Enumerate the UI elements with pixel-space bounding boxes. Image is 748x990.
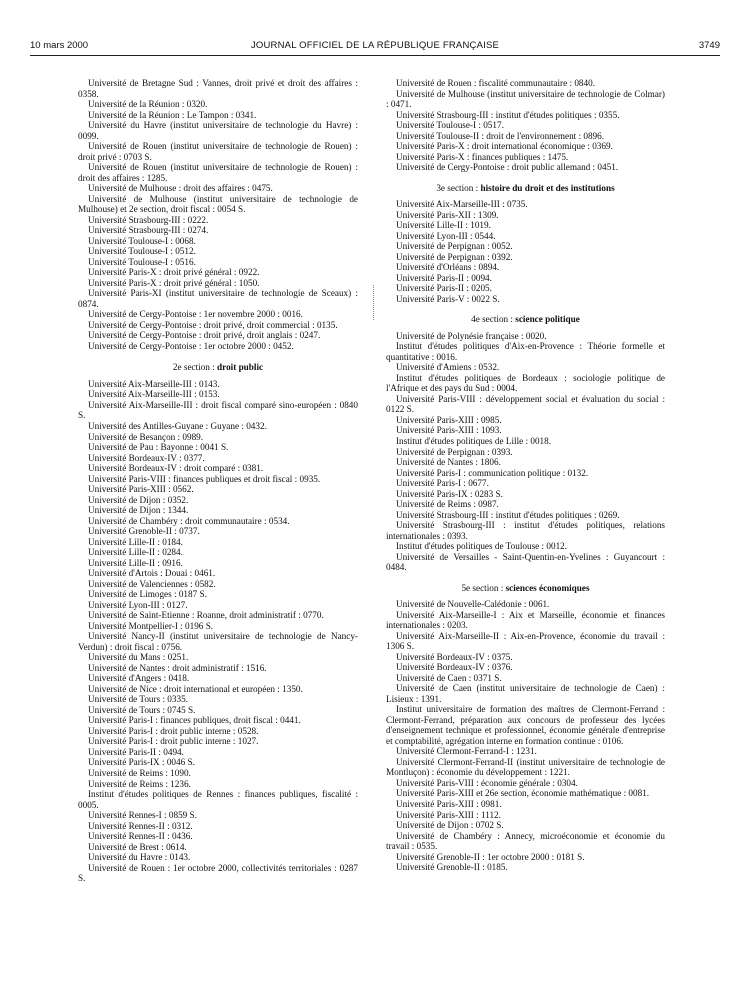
right-column — [386, 78, 665, 873]
list-item: Université du Mans : 0251. — [88, 652, 189, 663]
list-item: Université Toulouse-I : 0068. — [88, 235, 196, 246]
list-item: Université d'Orléans : 0894. — [396, 262, 500, 273]
list-item: Institut d'études politiques d'Aix-en-Provence : Théorie formelle et quantitative : 0016. — [386, 341, 665, 362]
page-header — [30, 40, 720, 54]
list-item: Institut d'études politiques de Rennes : finances publiques, fiscalité : 0005. — [78, 789, 358, 810]
section-title: sciences économiques — [505, 582, 590, 593]
list-item: Université de Tours : 0335. — [88, 694, 188, 705]
list-item: Université Rennes-II : 0436. — [88, 831, 193, 842]
list-item: Université du Havre (institut universitaire de technologie du Havre) : 0099. — [78, 120, 358, 141]
issue-date: 10 mars 2000 — [30, 40, 89, 51]
list-item: Université de Caen (institut universitaire de technologie de Caen) : Lisieux : 1391. — [386, 683, 665, 704]
list-item: Université Lyon-III : 0544. — [396, 230, 496, 241]
list-item: Université Bordeaux-IV : droit comparé : 0381. — [88, 463, 264, 474]
list-item: Université Paris-IX : 0046 S. — [88, 757, 195, 768]
list-item: Université de Cergy-Pontoise : 1er octobre 2000 : 0452. — [88, 340, 294, 351]
list-item: Université Rennes-I : 0859 S. — [88, 810, 197, 821]
list-item: Institut d'études politiques de Bordeaux : sociologie politique de l'Afrique et des pays du Sud : 0004. — [386, 372, 665, 394]
list-item: Université de Saint-Etienne : Roanne, droit administratif : 0770. — [88, 610, 324, 621]
list-item: Université de Rouen (institut universitaire de technologie de Rouen) : droit des affaires : 1285. — [78, 162, 358, 183]
list-item: Université Bordeaux-IV : 0375. — [396, 651, 513, 662]
list-item: Université Aix-Marseille-III : 0153. — [88, 389, 220, 400]
list-item: Université Clermont-Ferrand-II (institut universitaire de technologie de Montluçon) : économie du développement : 1221. — [386, 756, 665, 778]
list-item: Université de Tours : 0745 S. — [88, 704, 196, 715]
list-item: Université Rennes-II : 0312. — [88, 820, 193, 831]
list-item: Université de Dijon : 1344. — [88, 505, 189, 516]
list-item: Université de Perpignan : 0392. — [396, 251, 513, 262]
list-item: Université de Valenciennes : 0582. — [88, 578, 216, 589]
list-item: Université Aix-Marseille-III : droit fiscal comparé sino-européen : 0840 S. — [78, 399, 358, 421]
list-item: Université de Cergy-Pontoise : 1er novembre 2000 : 0016. — [88, 309, 303, 320]
list-item: Université de Bretagne Sud : Vannes, droit privé et droit des affaires : 0358. — [78, 78, 358, 99]
list-item: Université Bordeaux-IV : 0376. — [396, 662, 513, 673]
section-heading — [78, 362, 358, 373]
list-item: Université Clermont-Ferrand-I : 1231. — [396, 746, 537, 757]
list-item: Université Paris-VIII : économie générale : 0304. — [396, 777, 578, 788]
list-item: Université Grenoble-II : 0737. — [88, 526, 200, 537]
list-item: Université Paris-VIII : finances publiques et droit fiscal : 0935. — [88, 473, 321, 484]
list-item: Institut universitaire de formation des maîtres de Clermont-Ferrand : Clermont-Ferrand, préparation aux concours de professeur des lycées d'enseignement technique et professionnel, économie générale d'entreprise et comptabilité, agrégation interne en formation continue : 0106. — [386, 704, 665, 746]
page-number: 3749 — [698, 40, 720, 51]
list-item: Université des Antilles-Guyane : Guyane : 0432. — [88, 420, 267, 431]
list-item: Université Toulouse-II : droit de l'environnement : 0896. — [396, 130, 605, 141]
list-item: Université Paris-II : 0205. — [396, 283, 492, 294]
list-item: Université Lyon-III : 0127. — [88, 599, 188, 610]
list-item: Université de Besançon : 0989. — [88, 431, 204, 442]
list-item: Université Lille-II : 0184. — [88, 536, 183, 547]
list-item: Université Strasbourg-III : institut d'études politiques : 0355. — [396, 109, 620, 120]
list-item: Université de Rouen : 1er octobre 2000, collectivités territoriales : 0287 S. — [78, 862, 358, 884]
list-item: Université Toulouse-I : 0512. — [88, 246, 196, 257]
section-number: 4e section : — [471, 314, 516, 325]
list-item: Université Paris-I : finances publiques, droit fiscal : 0441. — [88, 715, 301, 726]
list-item: Université Paris-X : droit international économique : 0369. — [396, 141, 613, 152]
list-item: Université Paris-II : 0494. — [88, 746, 184, 757]
column-separator-mark — [373, 285, 374, 320]
list-item: Université Lille-II : 1019. — [396, 220, 491, 231]
section-title: droit public — [217, 362, 264, 373]
list-item: Université Aix-Marseille-II : Aix-en-Provence, économie du travail : 1306 S. — [386, 630, 665, 652]
list-item: Université Aix-Marseille-III : 0143. — [88, 378, 220, 389]
list-item: Université Paris-I : droit public interne : 0528. — [88, 725, 259, 736]
list-item: Université de Reims : 0987. — [396, 499, 499, 510]
list-item: Université de Reims : 1236. — [88, 778, 191, 789]
list-item: Université Grenoble-II : 0185. — [396, 862, 508, 873]
list-item: Université de Nantes : 1806. — [396, 457, 501, 468]
list-item: Université Paris-XIII : 0562. — [88, 484, 194, 495]
list-item: Université de Nouvelle-Calédonie : 0061. — [396, 599, 550, 610]
list-item: Université de Chambéry : Annecy, microéconomie et économie du travail : 0535. — [386, 830, 665, 852]
list-item: Université de Cergy-Pontoise : droit privé, droit commercial : 0135. — [88, 319, 338, 330]
list-item: Université Paris-XIII : 0981. — [396, 799, 502, 809]
list-item: Université Strasbourg-III : institut d'études politiques : 0269. — [396, 509, 620, 520]
list-item: Université de Nice : droit international et européen : 1350. — [88, 683, 303, 694]
list-item: Université Strasbourg-III : 0222. — [88, 214, 209, 225]
list-item: Université Lille-II : 0284. — [88, 547, 183, 558]
list-item: Université Paris-I : 0677. — [396, 478, 489, 489]
list-item: Université de Perpignan : 0393. — [396, 446, 513, 457]
list-item: Université Bordeaux-IV : 0377. — [88, 452, 205, 463]
list-item: Université Aix-Marseille-III : 0735. — [396, 199, 528, 210]
list-item: Université Strasbourg-III : institut d'études politiques, relations internationales : 0393. — [386, 520, 665, 541]
list-item: Université Paris-XI (institut universitaire de technologie de Sceaux) : 0874. — [78, 288, 358, 309]
list-item: Université Toulouse-I : 0517. — [396, 120, 504, 131]
list-item: Université Paris-XIII : 1112. — [396, 809, 501, 820]
list-item: Université de Mulhouse (institut universitaire de technologie de Colmar) : 0471. — [386, 88, 665, 110]
list-item: Institut d'études politiques de Toulouse : 0012. — [396, 541, 568, 552]
list-item: Université Paris-VIII : développement social et évaluation du social : 0122 S. — [386, 393, 665, 415]
list-item: Université Paris-XIII : 0985. — [396, 414, 502, 425]
list-item: Université Paris-V : 0022 S. — [396, 293, 500, 304]
section-title: histoire du droit et des institutions — [480, 182, 615, 193]
list-item: Université d'Artois : Douai : 0461. — [88, 568, 216, 579]
list-item: Université Paris-I : droit public interne : 1027. — [88, 736, 259, 747]
journal-title: JOURNAL OFFICIEL DE LA RÉPUBLIQUE FRANÇAISE — [250, 40, 500, 51]
section-number: 2e section : — [172, 362, 218, 373]
section-title: science politique — [515, 314, 580, 325]
list-item: Université de Versailles - Saint-Quentin-en-Yvelines : Guyancourt : 0484. — [386, 551, 665, 573]
list-item: Université de la Réunion : Le Tampon : 0341. — [88, 109, 257, 120]
list-item: Université d'Amiens : 0532. — [396, 362, 500, 373]
list-item: Université Paris-X : droit privé général : 1050. — [88, 277, 260, 288]
list-item: Université de Caen : 0371 S. — [396, 672, 502, 683]
list-item: Université de Cergy-Pontoise : droit public allemand : 0451. — [396, 162, 619, 173]
list-item: Université Paris-XIII et 26e section, économie mathématique : 0081. — [396, 788, 650, 799]
list-item: Université d'Angers : 0418. — [88, 673, 190, 684]
list-item: Université de Chambéry : droit communautaire : 0534. — [88, 515, 290, 526]
list-item: Université Paris-X : finances publiques : 1475. — [396, 151, 569, 162]
list-item: Université de Pau : Bayonne : 0041 S. — [88, 442, 229, 453]
section-heading — [386, 583, 665, 594]
list-item: Université Strasbourg-III : 0274. — [88, 225, 209, 236]
list-item: Université du Havre : 0143. — [88, 852, 191, 863]
list-item: Université de Reims : 1090. — [88, 768, 191, 778]
header-rule — [30, 55, 720, 56]
list-item: Université de Mulhouse : droit des affaires : 0475. — [88, 183, 273, 194]
list-item: Université Paris-XII : 1309. — [396, 209, 499, 220]
section-heading — [386, 183, 665, 194]
list-item: Université de Cergy-Pontoise : droit privé, droit anglais : 0247. — [88, 330, 321, 341]
list-item: Université de Polynésie française : 0020. — [396, 330, 547, 341]
list-item: Université Lille-II : 0916. — [88, 557, 183, 568]
list-item: Université de Brest : 0614. — [88, 841, 187, 852]
list-item: Université Paris-I : communication politique : 0132. — [396, 467, 589, 478]
left-column — [78, 78, 358, 884]
list-item: Université de Mulhouse (institut universitaire de technologie de Mulhouse) et 2e section, droit fiscal : 0054 S. — [78, 193, 358, 215]
list-item: Université Paris-X : droit privé général : 0922. — [88, 267, 260, 278]
list-item: Université de Dijon : 0352. — [88, 494, 189, 505]
list-item: Université de la Réunion : 0320. — [88, 99, 208, 110]
list-item: Université Toulouse-I : 0516. — [88, 256, 196, 267]
list-item: Institut d'études politiques de Lille : 0018. — [396, 435, 552, 446]
section-heading — [386, 314, 665, 325]
list-item: Université de Rouen : fiscalité communautaire : 0840. — [396, 78, 596, 88]
list-item: Université de Limoges : 0187 S. — [88, 589, 207, 600]
list-item: Université de Perpignan : 0052. — [396, 241, 513, 252]
list-item: Université Nancy-II (institut universitaire de technologie de Nancy-Verdun) : droit fiscal : 0756. — [78, 631, 358, 652]
list-item: Université de Rouen (institut universitaire de technologie de Rouen) : droit privé : 0703 S. — [78, 141, 358, 162]
list-item: Université Paris-XIII : 1093. — [396, 425, 502, 436]
list-item: Université de Nantes : droit administratif : 1516. — [88, 662, 267, 673]
list-item: Université Paris-IX : 0283 S. — [396, 488, 503, 499]
list-item: Université Grenoble-II : 1er octobre 2000 : 0181 S. — [396, 851, 585, 862]
section-number: 5e section : — [461, 582, 506, 593]
list-item: Université Paris-II : 0094. — [396, 272, 492, 283]
list-item: Université Montpellier-I : 0196 S. — [88, 620, 214, 631]
list-item: Université de Dijon : 0702 S. — [396, 820, 504, 831]
section-number: 3e section : — [436, 182, 481, 193]
list-item: Université Aix-Marseille-I : Aix et Marseille, économie et finances internationales : 0203. — [386, 609, 665, 631]
